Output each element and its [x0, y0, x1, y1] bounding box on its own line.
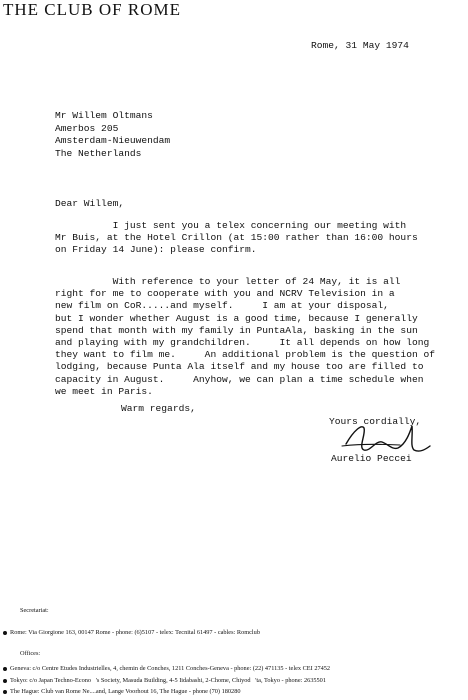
paragraph-line: new film on CoR.....and myself. I am at your disposal,: [55, 300, 389, 312]
paragraph-line: Mr Buis, at the Hotel Crillon (at 15:00 rather than 16:00 hours: [55, 232, 418, 244]
paragraph-2: [55, 276, 435, 398]
secretariat-text: Rome: Via Giorgione 163, 00147 Rome - phone: (6)5107 - telex: Tecnital 61497 - cables: Romclub: [10, 629, 260, 636]
letter-date: Rome, 31 May 1974: [311, 40, 409, 51]
signer-name: Aurelio Peccei: [331, 453, 412, 464]
recipient-name: Mr Willem Oltmans: [55, 110, 153, 121]
recipient-street: Amerbos 205: [55, 122, 119, 134]
office-text: The Hague: Club van Rome Ne....and, Lange Voorhout 16, The Hague - phone (70) 180280: [10, 688, 241, 695]
office-text: Tokyo: c/o Japan Techno-Econo 's Society, Masuda Building, 4-5 Iidabashi, 2-Chome, Chiyod 'ta, Tokyo - phone: 2635501: [10, 677, 326, 684]
secretariat-address: [3, 629, 260, 636]
closing: Warm regards,: [121, 403, 196, 414]
recipient-address: [55, 110, 170, 160]
recipient-city: Amsterdam-Nieuwendam: [55, 135, 171, 146]
paragraph-1: [55, 220, 418, 257]
paragraph-line: they want to film me. An additional problem is the question of: [55, 349, 435, 361]
paragraph-line: right for me to cooperate with you and NCRV Television in a: [55, 288, 395, 300]
office-tokyo: [3, 677, 326, 684]
offices-label: Offices:: [20, 650, 41, 657]
bullet-icon: [3, 631, 7, 635]
office-geneva: [3, 665, 330, 672]
letterhead-title: THE CLUB OF ROME: [3, 0, 181, 19]
paragraph-line: on Friday 14 June): please confirm.: [55, 244, 257, 256]
paragraph-line: we meet in Paris.: [55, 385, 153, 397]
paragraph-line: and playing with my grandchildren. It all depends on how long: [55, 336, 430, 348]
handwritten-signature: [340, 422, 432, 456]
paragraph-line: lodging, because Punta Ala itself and my house too are filled to: [55, 361, 424, 373]
office-text: Geneva: c/o Centre Etudes Industrielles, 4, chemin de Conches, 1211 Conches-Geneva - phone: (22) 471135 - telex CEI 27452: [10, 665, 331, 672]
bullet-icon: [3, 667, 7, 671]
paragraph-line: capacity in August. Anyhow, we can plan a time schedule when: [55, 373, 424, 385]
bullet-icon: [3, 690, 7, 694]
secretariat-label: Secretariat:: [20, 607, 49, 614]
paragraph-line: With reference to your letter of 24 May, it is all: [55, 276, 401, 287]
salutation: Dear Willem,: [55, 198, 125, 209]
recipient-country: The Netherlands: [55, 147, 142, 159]
bullet-icon: [3, 679, 7, 683]
paragraph-line: but I wonder whether August is a good time, because I generally: [55, 312, 418, 324]
office-the-hague: [3, 688, 241, 695]
valediction: Yours cordially,: [329, 416, 422, 427]
paragraph-line: spend that month with my family in PuntaAla, basking in the sun: [55, 324, 418, 336]
paragraph-line: I just sent you a telex concerning our meeting with: [55, 220, 407, 231]
